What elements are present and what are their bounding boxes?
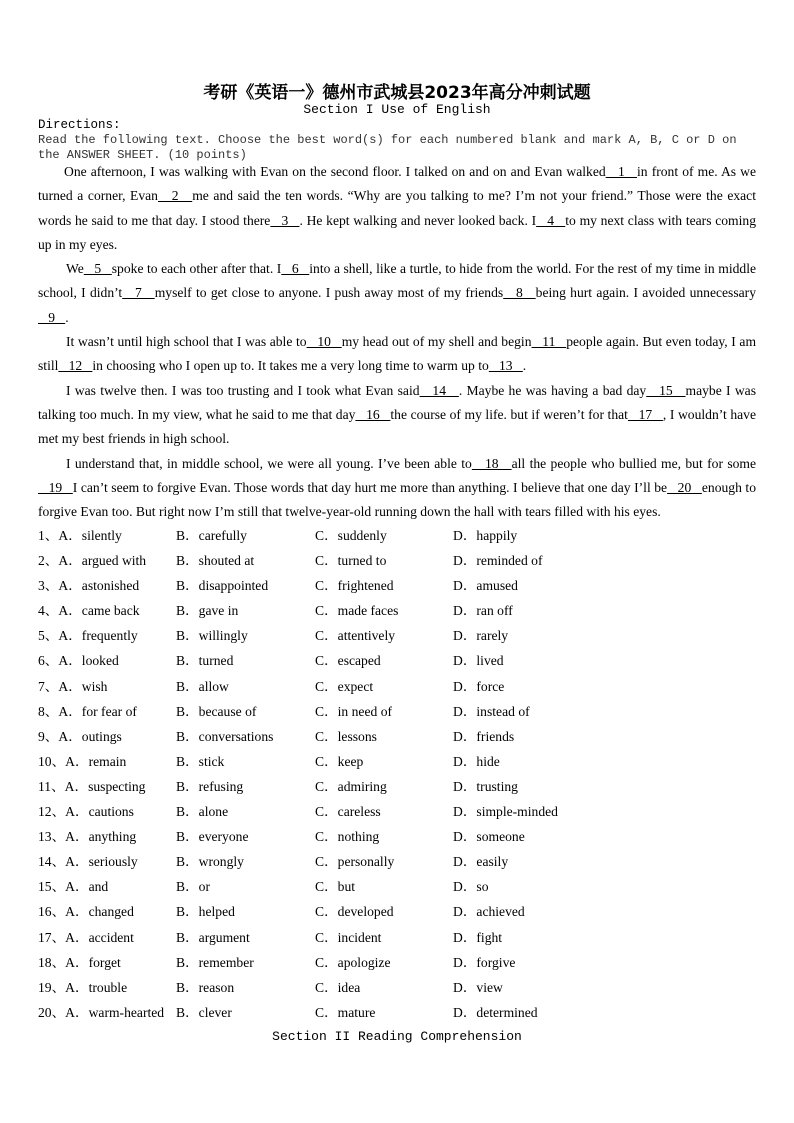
passage-text: maybe I was talking too much. In my view, what he said to me that day [38, 382, 756, 422]
blank-number: 9 [38, 309, 66, 325]
passage-paragraph [38, 330, 756, 379]
blank-number: 4 [536, 212, 566, 228]
option-c: C．admiring [315, 778, 387, 794]
question-options-row [38, 801, 758, 826]
option-a: 16、A．changed [38, 904, 134, 920]
blank-number: 6 [281, 261, 310, 277]
passage-paragraph [38, 379, 756, 452]
option-a: 8、A．for fear of [38, 703, 137, 719]
passage-text: all the people who bullied me, but for some [511, 455, 757, 471]
option-c: C．apologize [315, 954, 391, 970]
option-b: B．because of [176, 703, 257, 719]
option-d: D．reminded of [453, 553, 543, 569]
passage-text: One afternoon, I was walking with Evan on the second floor. I talked on and on and Evan walked [64, 164, 606, 179]
blank-number: 15 [646, 382, 686, 398]
option-d: D．view [453, 979, 503, 995]
option-a: 10、A．remain [38, 753, 127, 769]
option-c: C．developed [315, 904, 394, 920]
option-a: 4、A．came back [38, 603, 140, 619]
blank-number: 2 [157, 188, 193, 204]
option-c: C．careless [315, 804, 381, 820]
option-b: B．clever [176, 1004, 232, 1020]
passage-text: . He kept walking and never looked back. I [299, 212, 537, 228]
passage-text: spoke to each other after that. I [111, 261, 282, 277]
blank-number: 14 [419, 382, 459, 398]
directions-label: Directions: [38, 118, 121, 132]
option-d: D．ran off [453, 603, 513, 619]
option-b: B．everyone [176, 829, 249, 845]
option-c: C．lessons [315, 728, 377, 744]
passage-text: I was twelve then. I was too trusting and I took what Evan said [66, 382, 420, 398]
option-a: 12、A．cautions [38, 804, 134, 820]
option-a: 11、A．suspecting [38, 778, 146, 794]
blank-number: 20 [667, 479, 702, 495]
cloze-passage [38, 160, 756, 524]
option-a: 2、A．argued with [38, 553, 147, 569]
blank-number: 18 [471, 455, 512, 471]
option-d: D．hide [453, 753, 500, 769]
blank-number: 13 [488, 358, 523, 374]
question-options-row [38, 776, 758, 801]
option-d: D．rarely [453, 628, 509, 644]
answer-options [38, 525, 758, 1027]
page-title: 考研《英语一》德州市武城县2023年高分冲刺试题 [203, 83, 591, 103]
option-b: B．alone [176, 804, 229, 820]
passage-paragraph [38, 160, 756, 257]
option-d: D．achieved [453, 904, 525, 920]
passage-text: It wasn’t until high school that I was able to [66, 334, 307, 350]
option-c: C．keep [315, 753, 364, 769]
blank-number: 5 [83, 261, 112, 277]
option-b: B．reason [176, 979, 235, 995]
passage-text: being hurt again. I avoided unnecessary [535, 285, 756, 301]
option-a: 17、A．accident [38, 929, 134, 945]
option-c: C．frightened [315, 578, 394, 594]
option-d: D．so [453, 879, 489, 895]
question-options-row [38, 726, 758, 751]
option-d: D．simple-minded [453, 804, 558, 820]
passage-text: into a shell, like a turtle, to hide from the world. For the rest of my time in middle school, I didn’t [38, 261, 757, 301]
section-heading: Section I Use of English [303, 102, 491, 117]
option-a: 19、A．trouble [38, 979, 128, 995]
question-options-row [38, 876, 758, 901]
passage-text: in front of me. As we turned a corner, Evan [38, 164, 757, 204]
passage-paragraph [38, 452, 756, 525]
passage-text: the course of my life. but if weren’t for that [390, 406, 628, 422]
option-a: 20、A．warm-hearted [38, 1004, 165, 1020]
option-d: D．forgive [453, 954, 516, 970]
option-c: C．suddenly [315, 528, 387, 543]
blank-number: 17 [627, 406, 663, 422]
option-d: D．amused [453, 578, 518, 594]
question-options-row [38, 977, 758, 1002]
option-a: 9、A．outings [38, 728, 122, 744]
option-b: B．disappointed [176, 578, 269, 594]
option-d: D．friends [453, 728, 515, 744]
option-b: B．gave in [176, 603, 239, 619]
option-b: B．wrongly [176, 854, 244, 870]
passage-text: We [66, 261, 84, 277]
option-d: D．lived [453, 653, 504, 669]
option-b: B．turned [176, 653, 234, 669]
option-c: C．nothing [315, 829, 380, 845]
option-d: D．determined [453, 1004, 538, 1020]
option-c: C．incident [315, 929, 382, 945]
question-options-row [38, 701, 758, 726]
question-options-row [38, 575, 758, 600]
option-b: B．shouted at [176, 553, 255, 569]
option-b: B．allow [176, 678, 229, 694]
option-c: C．made faces [315, 603, 399, 619]
passage-text: people again. But even today, I am still [38, 334, 757, 374]
question-options-row [38, 625, 758, 650]
option-b: B．remember [176, 954, 254, 970]
option-b: B．or [176, 879, 210, 895]
section-heading-2: Section II Reading Comprehension [272, 1029, 522, 1044]
option-b: B．carefully [176, 528, 247, 543]
question-options-row [38, 751, 758, 776]
option-d: D．fight [453, 929, 503, 945]
option-b: B．conversations [176, 728, 274, 744]
question-options-row [38, 650, 758, 675]
passage-text: I understand that, in middle school, we were all young. I’ve been able to [66, 455, 472, 471]
passage-text: myself to get close to anyone. I push away most of my friends [154, 285, 504, 301]
passage-paragraph [38, 257, 756, 330]
passage-text: , I wouldn’t have met my best friends in high school. [38, 406, 757, 447]
option-b: B．refusing [176, 778, 244, 794]
blank-number: 7 [122, 285, 155, 301]
option-a: 3、A．astonished [38, 578, 140, 594]
question-options-row [38, 851, 758, 876]
option-b: B．argument [176, 929, 250, 945]
option-d: D．happily [453, 528, 518, 543]
question-options-row [38, 826, 758, 851]
option-a: 15、A．and [38, 879, 109, 895]
option-b: B．willingly [176, 628, 248, 644]
question-options-row [38, 676, 758, 701]
passage-text: my head out of my shell and begin [341, 334, 532, 350]
option-d: D．instead of [453, 703, 530, 719]
question-options-row [38, 952, 758, 977]
option-a: 6、A．looked [38, 653, 119, 669]
blank-number: 8 [503, 285, 536, 301]
option-c: C．expect [315, 678, 374, 694]
passage-text: to my next class with tears coming up in my eyes. [38, 212, 756, 252]
option-b: B．helped [176, 904, 235, 920]
passage-text: . [65, 309, 69, 325]
option-a: 7、A．wish [38, 678, 108, 694]
blank-number: 19 [38, 479, 73, 495]
passage-text: enough to forgive Evan too. But right now I’m still that twelve-year-old running down the hall with tears filled with his eyes. [38, 479, 756, 520]
passage-text: in choosing who I open up to. It takes me a very long time to warm up to [92, 358, 489, 374]
option-a: 1、A．silently [38, 528, 122, 543]
option-c: C．personally [315, 854, 395, 870]
passage-text: I can’t seem to forgive Evan. Those words that day hurt me more than anything. I believe that one day I’ll be [72, 479, 668, 495]
passage-text: . Maybe he was having a bad day [458, 382, 647, 398]
option-a: 14、A．seriously [38, 854, 138, 870]
passage-text: me and said the ten words. “Why are you talking to me? I’m not your friend.” Those were the exact words he said to me that day. I stood there [38, 188, 756, 228]
blank-number: 16 [355, 406, 391, 422]
question-options-row [38, 600, 758, 625]
blank-number: 12 [58, 358, 93, 374]
option-c: C．in need of [315, 703, 393, 719]
option-d: D．someone [453, 829, 525, 845]
question-options-row [38, 901, 758, 926]
option-c: C．but [315, 879, 356, 895]
question-options-row [38, 525, 758, 550]
directions-text: Read the following text. Choose the best word(s) for each numbered blank and mark A, B, C or D on the ANSWER SHEET. (10 points) [38, 133, 737, 162]
option-c: C．turned to [315, 553, 387, 569]
passage-text: . [522, 358, 527, 374]
blank-number: 10 [306, 334, 342, 350]
question-options-row [38, 1002, 758, 1027]
option-c: C．escaped [315, 653, 381, 669]
question-options-row [38, 927, 758, 952]
option-b: B．stick [176, 753, 225, 769]
option-a: 13、A．anything [38, 829, 137, 845]
blank-number: 1 [605, 164, 638, 179]
option-a: 18、A．forget [38, 954, 121, 970]
option-d: D．force [453, 678, 505, 694]
blank-number: 11 [531, 334, 567, 350]
blank-number: 3 [270, 212, 300, 228]
option-c: C．idea [315, 979, 361, 995]
option-a: 5、A．frequently [38, 628, 138, 644]
option-c: C．mature [315, 1004, 376, 1020]
option-d: D．trusting [453, 778, 518, 794]
option-d: D．easily [453, 854, 509, 870]
question-options-row [38, 550, 758, 575]
option-c: C．attentively [315, 628, 396, 644]
